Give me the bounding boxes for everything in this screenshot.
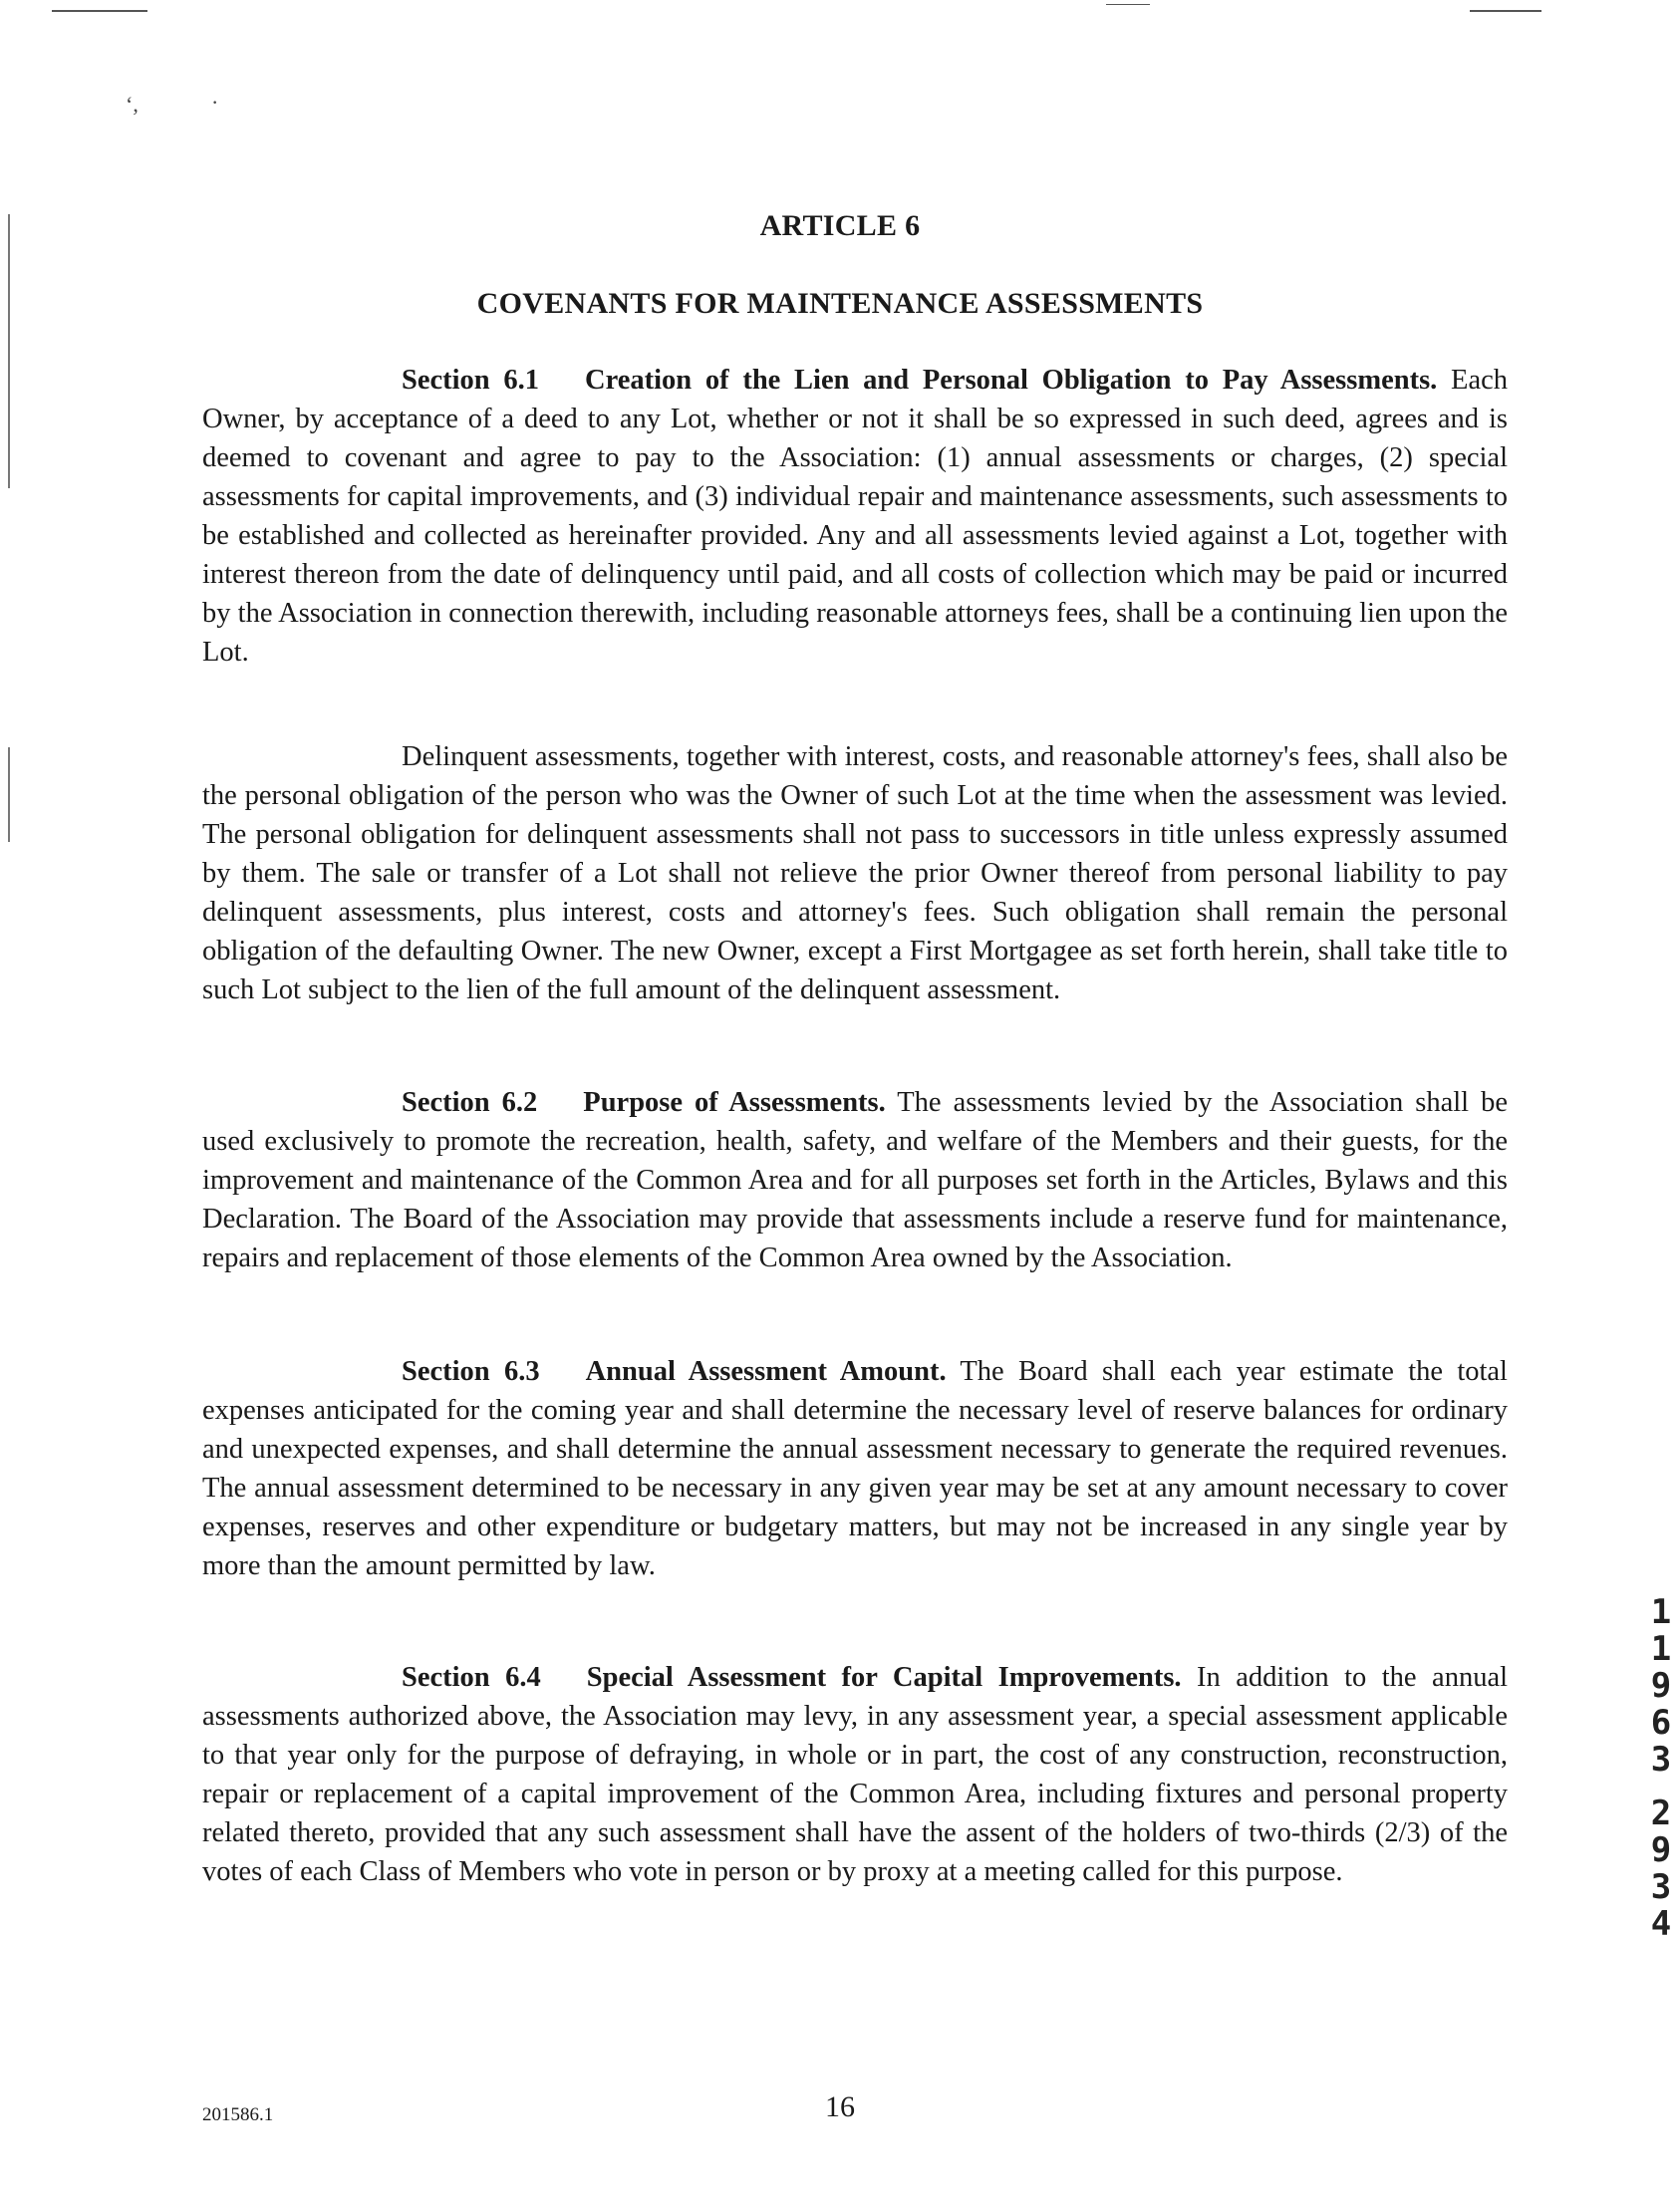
section-number: Section 6.4 — [402, 1662, 541, 1693]
section-title: Special Assessment for Capital Improvements. — [586, 1662, 1182, 1693]
section-6-4 — [202, 1658, 1508, 1891]
section-body: In addition to the annual assessments authorized above, the Association may levy, in any assessment year, a special assessment applicable to that year only for the purpose of defraying, in whole or in part, the cost of any construction, reconstruction, repair or replacement of a capital improvement of the Common Area, including fixtures and personal property related thereto, provided that any such assessment shall have the assent of the holders of two-thirds (2/3) of the votes of each Class of Members who vote in person or by proxy at a meeting called for this purpose. — [202, 1662, 1509, 1887]
scan-margin-bar — [8, 747, 10, 842]
scan-artifact-line — [52, 10, 147, 12]
page-number: 16 — [825, 2090, 855, 2123]
stamp-digit: 1 — [1650, 1592, 1672, 1632]
stamp-digit: 4 — [1650, 1904, 1672, 1944]
section-6-1-continuation — [202, 737, 1508, 1009]
section-number: Section 6.2 — [402, 1087, 538, 1118]
section-6-1 — [202, 361, 1508, 672]
section-body: The assessments levied by the Association shall be used exclusively to promote the recreation, health, safety, and welfare of the Members and their guests, for the improvement and maintenance of the Common Area and for all purposes set forth in the Articles, Bylaws and this Declaration. The Board of the Association may provide that assessments include a reserve fund for maintenance, repairs and replacement of those elements of the Common Area owned by the Association. — [202, 1087, 1508, 1273]
scan-margin-bar — [8, 214, 10, 488]
article-title: ARTICLE 6 — [759, 209, 921, 242]
stamp-digit: 6 — [1650, 1703, 1672, 1743]
section-number: Section 6.3 — [402, 1356, 540, 1387]
scan-artifact-line — [1106, 4, 1150, 5]
section-6-2 — [202, 1083, 1508, 1277]
scan-speck: · — [211, 90, 219, 115]
stamp-digit: 9 — [1650, 1666, 1672, 1706]
stamp-digit: 3 — [1650, 1740, 1672, 1780]
document-id: 201586.1 — [202, 2104, 274, 2125]
section-title: Annual Assessment Amount. — [585, 1356, 947, 1387]
section-title: Purpose of Assessments. — [583, 1087, 886, 1118]
section-6-3 — [202, 1352, 1508, 1585]
article-subtitle: COVENANTS FOR MAINTENANCE ASSESSMENTS — [476, 287, 1204, 320]
scan-speck: ‘, — [126, 92, 139, 117]
stamp-digit: 9 — [1650, 1830, 1672, 1870]
recording-stamp-bottom — [1646, 1795, 1676, 1943]
section-title: Creation of the Lien and Personal Obligation to Pay Assessments. — [585, 365, 1438, 396]
recording-stamp-top — [1646, 1594, 1676, 1779]
section-body: The Board shall each year estimate the total expenses anticipated for the coming year and shall determine the necessary level of reserve balances for ordinary and unexpected expenses, and shall determine the annual assessment necessary to generate the required revenues. The annual assessment determined to be necessary in any given year may be set at any amount necessary to cover expenses, reserves and other expenditure or budgetary matters, but may not be increased in any single year by more than the amount permitted by law. — [202, 1356, 1508, 1581]
section-body: Delinquent assessments, together with interest, costs, and reasonable attorney's fees, shall also be the personal obligation of the person who was the Owner of such Lot at the time when the assessment was levied. The personal obligation for delinquent assessments shall not pass to successors in title unless expressly assumed by them. The sale or transfer of a Lot shall not relieve the prior Owner thereof from personal liability to pay delinquent assessments, plus interest, costs and attorney's fees. Such obligation shall remain the personal obligation of the defaulting Owner. The new Owner, except a First Mortgagee as set forth herein, shall take title to such Lot subject to the lien of the full amount of the delinquent assessment. — [202, 741, 1508, 1005]
scan-artifact-line — [1470, 10, 1541, 12]
stamp-digit: 2 — [1650, 1794, 1672, 1833]
stamp-digit: 3 — [1650, 1867, 1672, 1907]
stamp-digit: 1 — [1650, 1629, 1672, 1669]
section-body: Each Owner, by acceptance of a deed to any Lot, whether or not it shall be so expressed in such deed, agrees and is deemed to covenant and agree to pay to the Association: (1) annual assessments or charges, (2) special assessments for capital improvements, and (3) individual repair and maintenance assessments, such assessments to be established and collected as hereinafter provided. Any and all assessments levied against a Lot, together with interest thereon from the date of delinquency until paid, and all costs of collection which may be paid or incurred by the Association in connection therewith, including reasonable attorneys fees, shall be a continuing lien upon the Lot. — [202, 365, 1509, 668]
section-number: Section 6.1 — [402, 365, 540, 396]
